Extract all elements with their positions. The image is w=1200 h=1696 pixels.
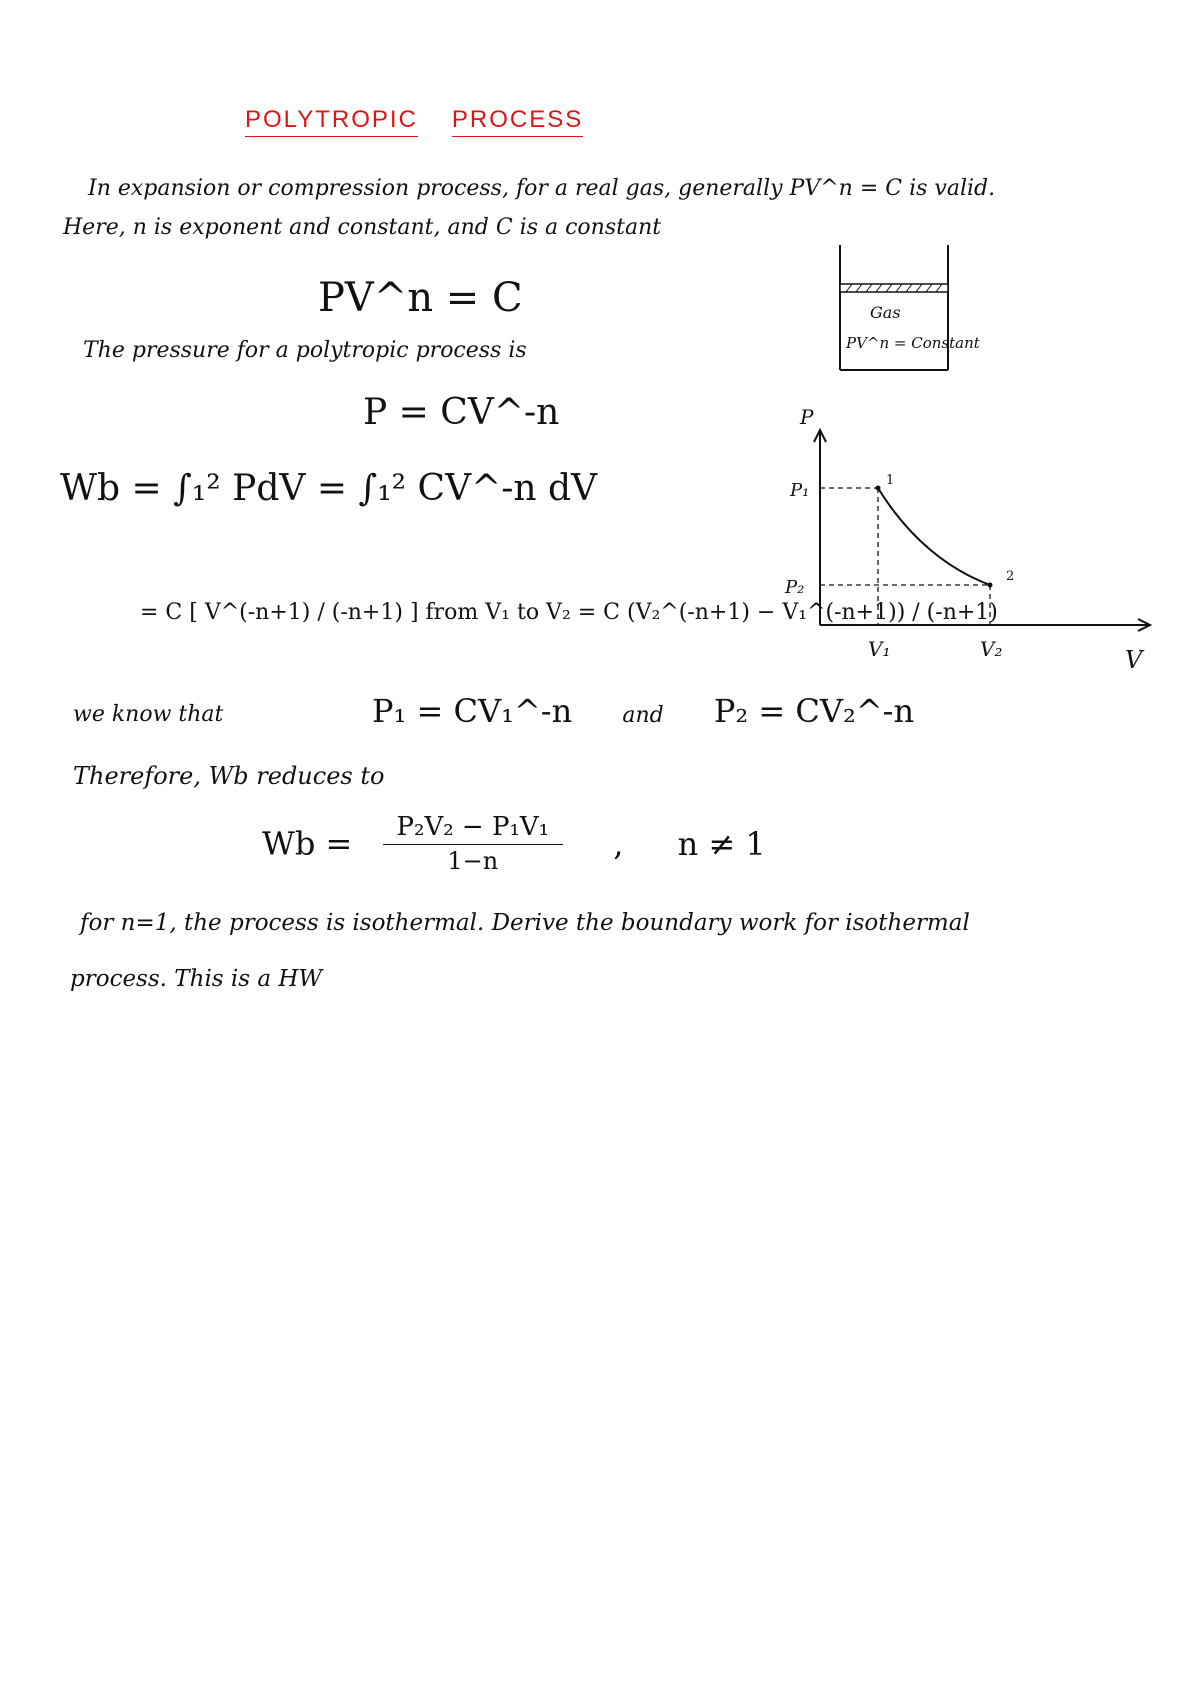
intro-line: In expansion or compression process, for a real gas, generally PV^n = C is valid. <box>88 176 996 201</box>
therefore-line: Therefore, Wb reduces to <box>73 762 385 790</box>
piston <box>840 284 948 292</box>
p2-label: P₂ <box>785 577 805 598</box>
fraction-denominator: 1−n <box>447 847 499 875</box>
polytropic-curve <box>878 488 990 585</box>
y-axis-label: P <box>800 405 814 429</box>
equation-pressure: P = CV^-n <box>363 392 560 433</box>
know-that-line: we know that <box>73 702 224 727</box>
equation-p2: P₂ = CV₂^-n <box>713 692 915 730</box>
v2-label: V₂ <box>980 637 1003 661</box>
piston-cylinder-diagram <box>820 240 1010 390</box>
equation-p1: P₁ = CV₁^-n <box>372 692 573 730</box>
homework-line: process. This is a HW <box>70 966 323 992</box>
equation-p1-p2 <box>372 692 914 730</box>
isothermal-line: for n=1, the process is isothermal. Derive the boundary work for isothermal <box>80 910 970 936</box>
point-1-label: 1 <box>886 473 895 488</box>
pressure-intro-line: The pressure for a polytropic process is <box>83 338 527 363</box>
equation-pvn: PV^n = C <box>318 275 523 321</box>
x-axis-label: V <box>1125 646 1143 674</box>
gas-label: Gas <box>870 303 901 322</box>
page-title <box>245 106 617 137</box>
equation-work-integral: Wb = ∫₁² PdV = ∫₁² CV^-n dV <box>60 468 598 509</box>
state-point-1 <box>876 486 881 491</box>
v1-label: V₁ <box>868 637 891 661</box>
p1-label: P₁ <box>790 480 810 501</box>
state-point-2 <box>988 583 993 588</box>
fraction-numerator: P₂V₂ − P₁V₁ <box>383 812 564 845</box>
point-2-label: 2 <box>1006 569 1015 584</box>
equation-work-result <box>262 812 766 875</box>
title-word-polytropic: POLYTROPIC <box>245 106 418 137</box>
work-fraction <box>383 812 564 875</box>
equation-work-evaluated: = C [ V^(-n+1) / (-n+1) ] from V₁ to V₂ = C (V₂^(-n+1) − V₁^(-n+1)) / (-n+1) <box>140 600 998 625</box>
and-word: and <box>622 703 664 728</box>
work-lhs: Wb = <box>262 824 353 863</box>
work-condition: n ≠ 1 <box>677 824 766 863</box>
pv-diagram <box>760 400 1160 690</box>
title-word-process: PROCESS <box>452 106 583 137</box>
constant-label: PV^n = Constant <box>846 334 980 352</box>
definition-line: Here, n is exponent and constant, and C is a constant <box>63 215 662 240</box>
comma: , <box>613 824 624 863</box>
